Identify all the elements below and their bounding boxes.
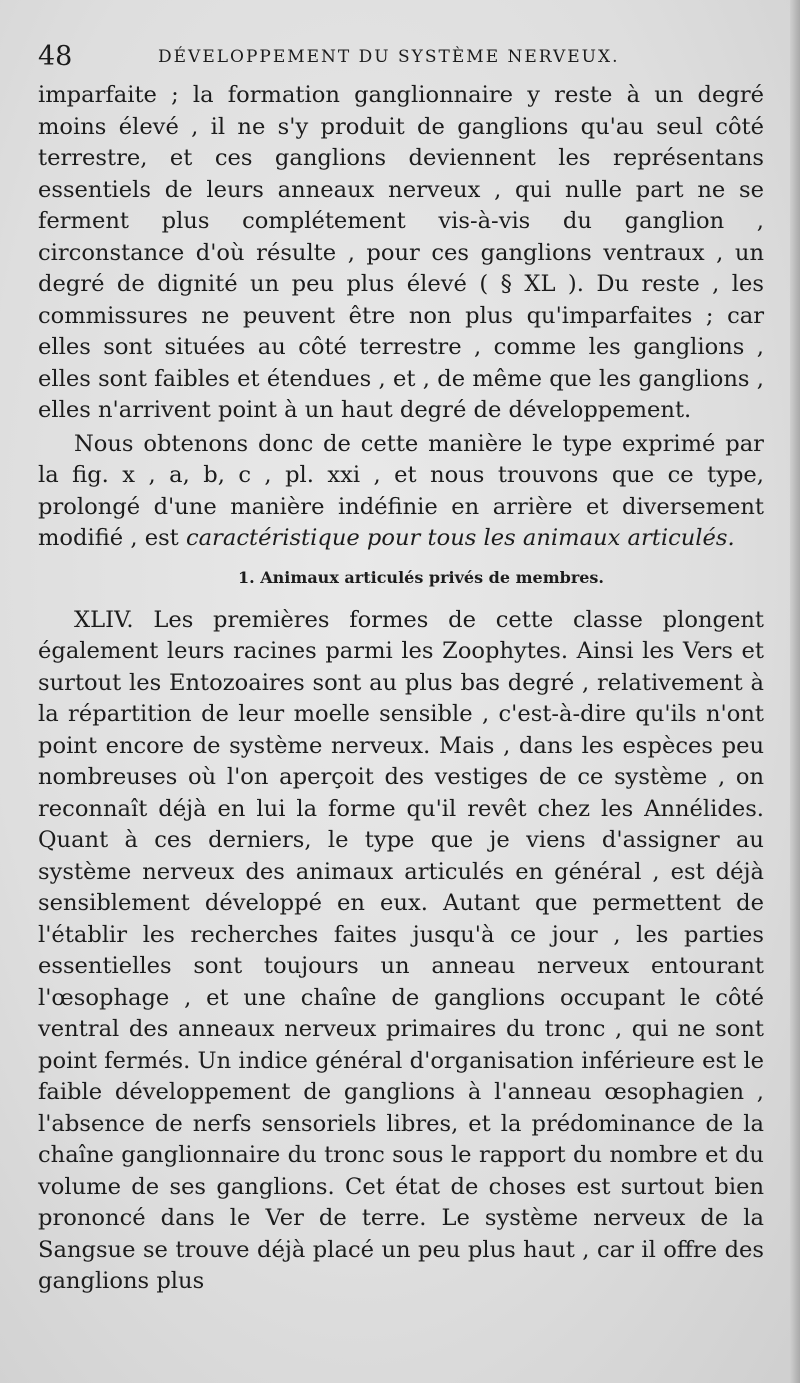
page-number: 48: [38, 41, 73, 72]
body-text: [38, 80, 764, 1298]
running-title: DÉVELOPPEMENT DU SYSTÈME NERVEUX.: [158, 47, 620, 67]
paragraph-2-text: Nous obtenons donc de cette manière le type exprimé par la fig. x , a, b, c , pl. xxi , et nous trouvons que ce type, prolongé d'une manière indéfinie en arrière et diversement modifié , est: [38, 430, 764, 551]
paragraph-2-emphasis: caractéristique pour tous les animaux articulés.: [185, 525, 735, 551]
paragraph-2: [38, 429, 764, 555]
section-heading: 1. Animaux articulés privés de membres.: [237, 567, 604, 587]
page-header: [38, 40, 758, 74]
paragraph-1: imparfaite ; la formation ganglionnaire y reste à un degré moins élevé , il ne s'y produit de ganglions qu'au seul côté terrestre, et ces ganglions deviennent les représentans essentiels de leurs anneaux nerveux , qui nulle part ne se ferment plus complétement vis-à-vis du ganglion , circonstance d'où résulte , pour ces ganglions ventraux , un degré de dignité un peu plus élevé ( § XL ). Du reste , les commissures ne peuvent être non plus qu'imparfaites ; car elles sont situées au côté terrestre , comme les ganglions , elles sont faibles et étendues , et , de même que les ganglions , elles n'arrivent point à un haut degré de développement.: [38, 82, 764, 423]
page-edge: [790, 0, 800, 1383]
paragraph-3: XLIV. Les premières formes de cette classe plongent également leurs racines parmi les Zoophytes. Ainsi les Vers et surtout les Entozoaires sont au plus bas degré , relativement à la répartition de leur moelle sensible , c'est-à-dire qu'ils n'ont point encore de système nerveux. Mais , dans les espèces peu nombreuses où l'on aperçoit des vestiges de ce système , on reconnaît déjà en lui la forme qu'il revêt chez les Annélides. Quant à ces derniers, le type que je viens d'assigner au système nerveux des animaux articulés en général , est déjà sensiblement développé en eux. Autant que permettent de l'établir les recherches faites jusqu'à ce jour , les parties essentielles sont toujours un anneau nerveux entourant l'œsophage , et une chaîne de ganglions occupant le côté ventral des anneaux nerveux primaires du tronc , qui ne sont point fermés. Un indice général d'organisation inférieure est le faible développement de ganglions à l'anneau œsophagien , l'absence de nerfs sensoriels libres, et la prédominance de la chaîne ganglionnaire du tronc sous le rapport du nombre et du volume de ses ganglions. Cet état de choses est surtout bien prononcé dans le Ver de terre. Le système nerveux de la Sangsue se trouve déjà placé un peu plus haut , car il offre des ganglions plus: [38, 606, 764, 1294]
